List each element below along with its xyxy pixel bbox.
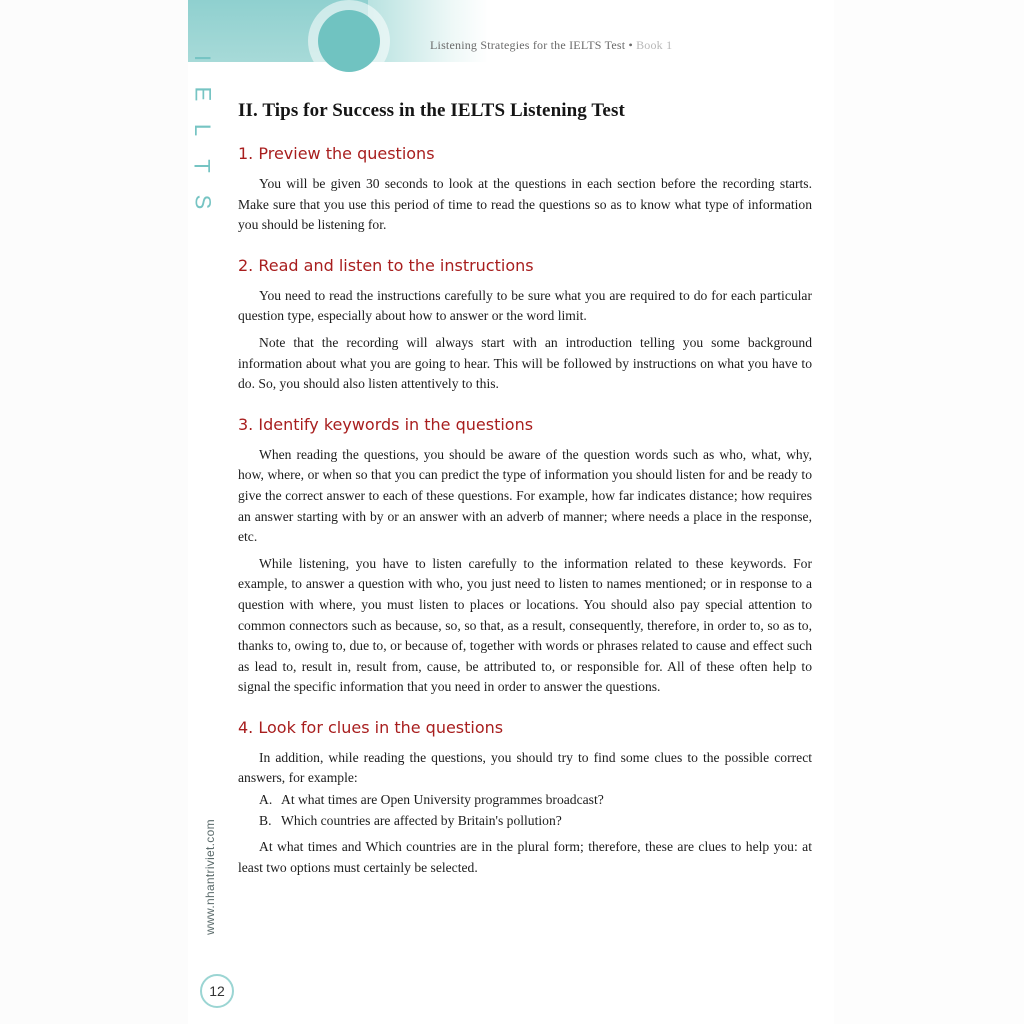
tip-heading: 1. Preview the questions — [238, 144, 435, 163]
tip-2 — [238, 256, 812, 395]
paragraph: You need to read the instructions carefully to be sure what you are required to do for each particular question type, especially about how to answer or the word limit. — [238, 287, 812, 324]
tip-heading: 3. Identify keywords in the questions — [238, 414, 534, 434]
paragraph: Note that the recording will always start with an introduction telling you some background information about what you are going to hear. This will be followed by instructions on what you have to do. So, you should also listen attentively to this. — [238, 334, 812, 392]
header-decor-circle — [318, 10, 380, 72]
left-page-margin — [0, 0, 188, 1024]
side-letter-i: I — [190, 54, 215, 62]
list-item — [238, 810, 812, 831]
tip-1 — [238, 144, 812, 236]
paragraph: At what times and Which countries are in the plural form; therefore, these are clues to help you: at least two options must certainly be selected. — [238, 839, 812, 875]
example-text: At what times are Open University programmes broadcast? — [281, 792, 604, 808]
section-title: II. Tips for Success in the IELTS Listening Test — [238, 100, 625, 121]
tip-heading: 4. Look for clues in the questions — [238, 717, 504, 737]
page-number: 12 — [200, 974, 234, 1008]
right-page-margin — [834, 0, 1024, 1024]
running-header — [430, 38, 672, 53]
tip-3 — [238, 415, 812, 698]
paragraph: When reading the questions, you should be aware of the question words such as who, what, why, how, where, or when so that you can predict the type of information you should listen for and be ready to give the correct answer to each of these questions. For example, how far indicates distance; how requires an answer starting with by or an answer with an adverb of manner; where needs a place in the response, etc. — [238, 446, 812, 545]
tip-4 — [238, 718, 812, 878]
side-letter-t: T — [189, 159, 215, 173]
running-separator: • — [628, 38, 633, 52]
example-letter: A. — [259, 792, 273, 808]
page-content — [238, 100, 812, 898]
paragraph: In addition, while reading the questions, you should try to find some clues to the possible correct answers, for example: — [238, 749, 812, 786]
tip-heading: 2. Read and listen to the instructions — [238, 255, 534, 275]
side-letter-e: E — [190, 86, 215, 102]
example-text: Which countries are affected by Britain's pollution? — [281, 813, 562, 829]
running-book: Book 1 — [636, 38, 673, 52]
publisher-url: www.nhantriviet.com — [203, 819, 217, 935]
example-letter: B. — [259, 813, 272, 829]
side-letter-s: S — [190, 194, 215, 210]
running-title: Listening Strategies for the IELTS Test — [430, 38, 626, 52]
paragraph: You will be given 30 seconds to look at the questions in each section before the recording starts. Make sure that you use this period of time to read the questions so as to know what type of information you should be listening for. — [238, 176, 812, 233]
ielts-side-label — [190, 40, 214, 220]
side-letter-l: L — [190, 123, 215, 137]
example-list — [238, 789, 812, 831]
paragraph: While listening, you have to listen carefully to the information related to these keywords. For example, to answer a question with who, you just need to listen to names mentioned; or in response to a question with where, you must listen to places or locations. You should also pay special attention to common connectors such as because, so, so that, as a result, consequently, therefore, in order to, so as to, thanks to, owing to, due to, or because of, together with words or phrases related to cause and effect such as lead to, result in, result from, cause, be attributed to, or responsible for. All of these often help to signal the specific information that you need in order to answer the questions. — [238, 555, 812, 695]
list-item — [238, 789, 812, 810]
